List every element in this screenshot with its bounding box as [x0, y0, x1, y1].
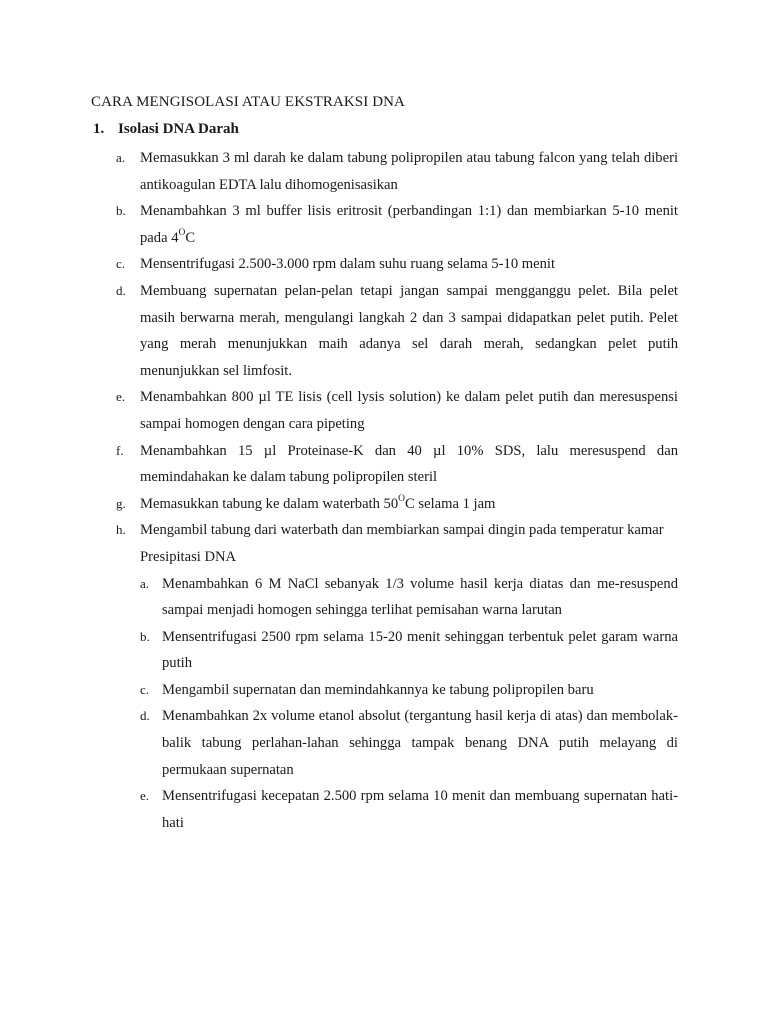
list-marker: b. [140, 628, 150, 644]
list-marker: d. [116, 282, 126, 298]
list-item [116, 491, 678, 518]
text-part: Menambahkan 3 ml buffer lisis eritrosit (perbandingan 1:1) dan membiarkan 5-10 menit pada 4 [140, 203, 678, 246]
list-item [140, 677, 678, 704]
text-part: C [185, 229, 196, 246]
list-item-text: Menambahkan 6 M NaCl sebanyak 1/3 volume hasil kerja diatas dan me-resuspend sampai menjadi homogen sehingga terlihat pemisahan warna larutan [162, 575, 678, 619]
text-part: C selama 1 jam [405, 495, 496, 512]
list-item [140, 783, 678, 836]
list-item [140, 571, 678, 624]
list-item [116, 384, 678, 437]
procedure-list [116, 145, 678, 836]
list-marker: d. [140, 708, 150, 724]
list-marker: a. [140, 575, 150, 591]
section-number: 1. [93, 121, 105, 137]
list-item [116, 145, 678, 198]
list-item [116, 198, 678, 251]
list-item [116, 517, 678, 544]
list-marker: g. [116, 495, 126, 511]
section-title: Isolasi DNA Darah [118, 121, 239, 137]
degree-superscript: O [398, 493, 406, 504]
document-title: CARA MENGISOLASI ATAU EKSTRAKSI DNA [91, 94, 405, 110]
subsection-title: Presipitasi DNA [140, 548, 237, 565]
list-marker: c. [116, 256, 126, 272]
subsection [116, 544, 678, 837]
list-marker: b. [116, 203, 126, 219]
section-heading [93, 119, 239, 139]
sub-procedure-list [140, 571, 678, 837]
list-item [116, 251, 678, 278]
list-marker: h. [116, 522, 126, 538]
list-marker: a. [116, 150, 126, 165]
list-marker: e. [140, 788, 150, 804]
list-item-text [140, 491, 678, 518]
list-item-text: Mensentrifugasi 2500 rpm selama 15-20 menit sehinggan terbentuk pelet garam warna putih [162, 628, 678, 672]
list-item-text: Mengambil supernatan dan memindahkannya ke tabung polipropilen baru [162, 681, 594, 698]
list-item [116, 438, 678, 491]
list-item-text: Mensentrifugasi 2.500-3.000 rpm dalam suhu ruang selama 5-10 menit [140, 256, 556, 273]
list-item-text: Menambahkan 800 µl TE lisis (cell lysis solution) ke dalam pelet putih dan meresuspensi sampai homogen dengan cara pipeting [140, 389, 678, 432]
list-item-text [140, 198, 678, 251]
list-item-text: Menambahkan 2x volume etanol absolut (tergantung hasil kerja di atas) dan membolak-balik tabung perlahan-lahan sehingga tampak benang DNA putih melayang di permukaan supernatan [162, 708, 678, 778]
list-item-text: Memasukkan 3 ml darah ke dalam tabung polipropilen atau tabung falcon yang telah diberi antikoagulan EDTA lalu dihomogenisasikan [140, 150, 678, 193]
list-item [116, 278, 678, 384]
list-marker: f. [116, 442, 124, 458]
list-item-text: Menambahkan 15 µl Proteinase-K dan 40 µl 10% SDS, lalu meresuspend dan memindahakan ke dalam tabung polipropilen steril [140, 442, 678, 486]
list-item-text: Membuang supernatan pelan-pelan tetapi jangan sampai mengganggu pelet. Bila pelet masih berwarna merah, mengulangi langkah 2 dan 3 sampai didapatkan pelet putih. Pelet yang merah menunjukkan maih adanya sel darah merah, sedangkan pelet putih menunjukkan sel limfosit. [140, 282, 678, 379]
list-marker: e. [116, 389, 126, 405]
list-item-text: Mensentrifugasi kecepatan 2.500 rpm selama 10 menit dan membuang supernatan hati-hati [162, 788, 678, 831]
list-item [140, 624, 678, 677]
text-part: Memasukkan tabung ke dalam waterbath 50 [140, 495, 399, 512]
list-item-text: Mengambil tabung dari waterbath dan membiarkan sampai dingin pada temperatur kamar [140, 522, 664, 539]
degree-superscript: O [178, 227, 186, 238]
list-marker: c. [140, 681, 150, 697]
list-item [140, 703, 678, 783]
